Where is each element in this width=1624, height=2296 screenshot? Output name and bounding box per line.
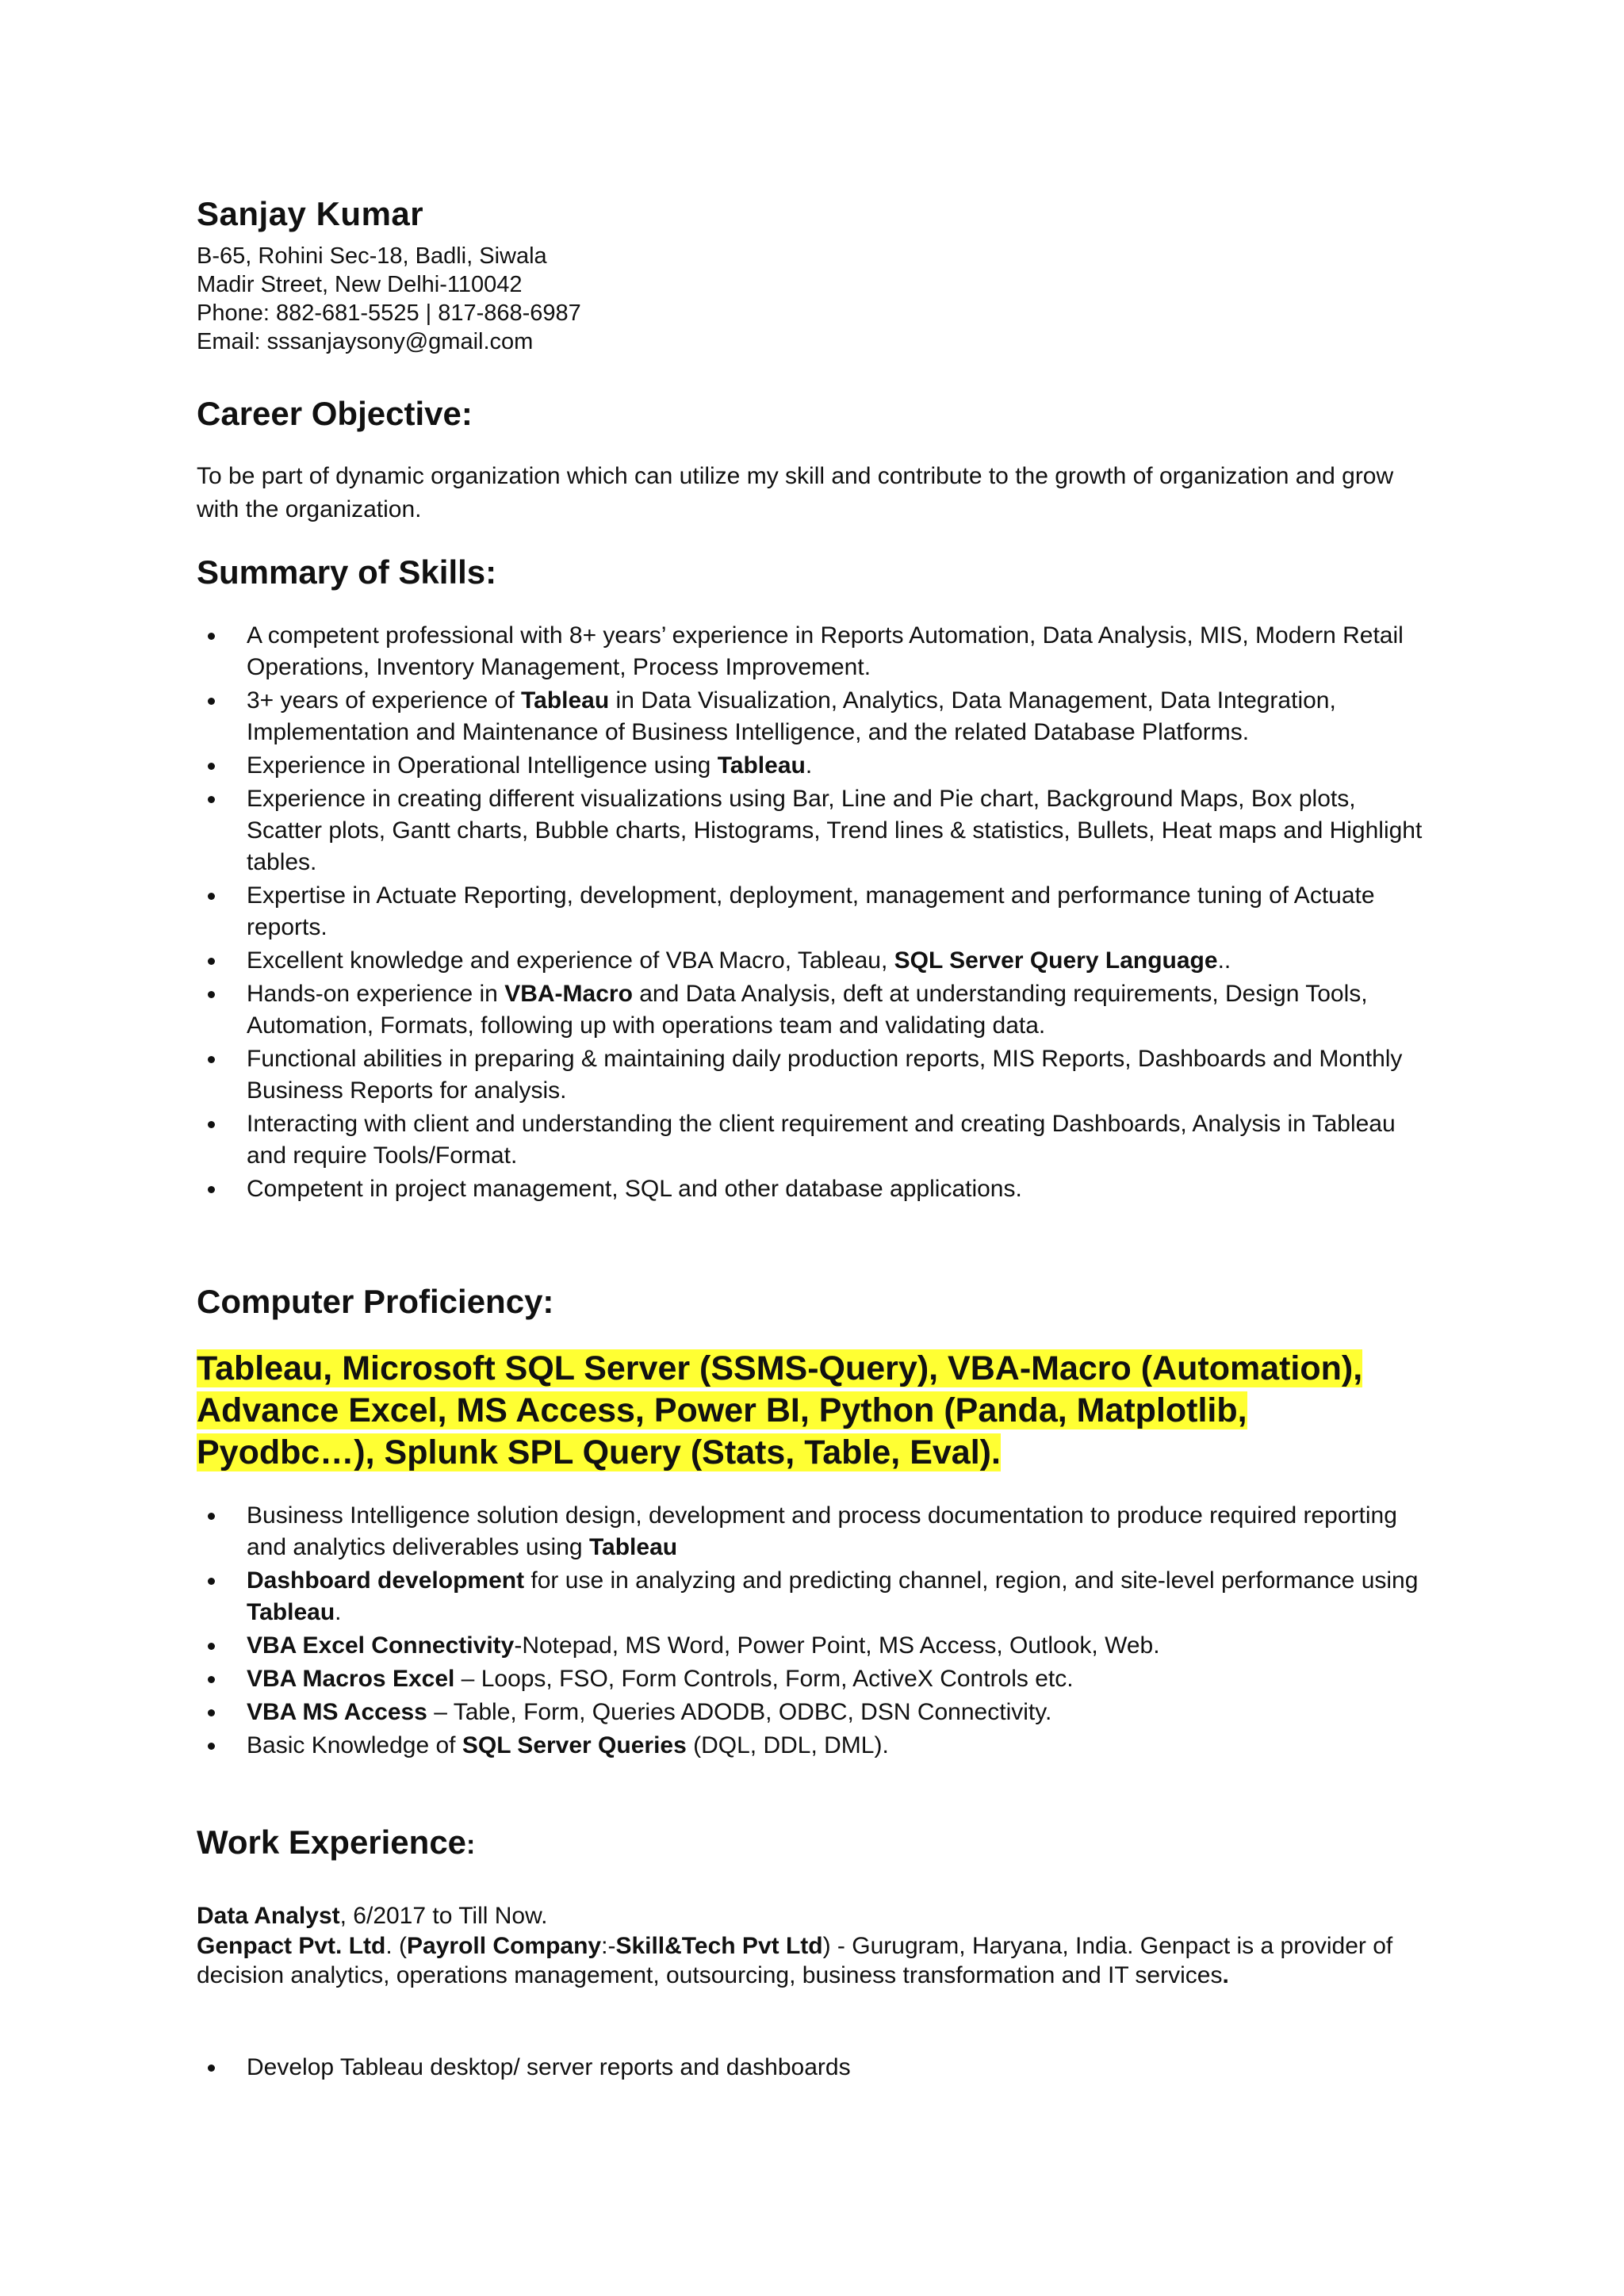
list-item: Experience in Operational Intelligence using Tableau. xyxy=(197,750,1430,782)
payroll-company: Skill&Tech Pvt Ltd xyxy=(615,1933,823,1959)
career-objective-heading: Career Objective: xyxy=(197,395,473,432)
company-description: Genpact Pvt. Ltd. (Payroll Company:-Skill&Tech Pvt Ltd) - Gurugram, Haryana, India. Genpact is a provider of decision analytics, operations management, outsourcing, business transformation and IT services. xyxy=(197,1933,1393,1988)
proficiency-list xyxy=(197,1500,1430,1763)
phone-line: Phone: 882-681-5525 | 817-868-6987 xyxy=(197,300,581,326)
email-line: Email: sssanjaysony@gmail.com xyxy=(197,329,534,354)
work-experience-heading: Work Experience: xyxy=(197,1823,476,1861)
list-item: Experience in creating different visualizations using Bar, Line and Pie chart, Background Maps, Box plots, Scatter plots, Gantt charts, Bubble charts, Histograms, Trend lines & statistics, Bullets, Heat maps and Highlight tables. xyxy=(197,783,1430,878)
contact-block xyxy=(197,242,581,356)
job-entry xyxy=(197,1901,1434,1990)
list-item: Competent in project management, SQL and other database applications. xyxy=(197,1173,1430,1205)
highlighted-tools-text: Tableau, Microsoft SQL Server (SSMS-Query), VBA-Macro (Automation), Advance Excel, MS Access, Power BI, Python (Panda, Matplotlib, Pyodbc…), Splunk SPL Query (Stats, Table, Eval). xyxy=(197,1349,1363,1471)
address-line-1: B-65, Rohini Sec-18, Badli, Siwala xyxy=(197,243,547,269)
list-item: 3+ years of experience of Tableau in Data Visualization, Analytics, Data Management, Data Integration, Implementation and Maintenance of Business Intelligence, and the related Database Platforms. xyxy=(197,685,1430,748)
candidate-name: Sanjay Kumar xyxy=(197,195,424,232)
payroll-label: Payroll Company xyxy=(407,1933,602,1959)
job-title: Data Analyst xyxy=(197,1903,340,1929)
computer-proficiency-heading: Computer Proficiency: xyxy=(197,1283,554,1320)
address-line-2: Madir Street, New Delhi-110042 xyxy=(197,272,523,297)
job-period: , 6/2017 to Till Now. xyxy=(339,1903,548,1929)
list-item: Business Intelligence solution design, development and process documentation to produce required reporting and analytics deliverables using Tableau xyxy=(197,1500,1430,1563)
list-item: Basic Knowledge of SQL Server Queries (DQL, DDL, DML). xyxy=(197,1730,1430,1762)
list-item: Hands-on experience in VBA-Macro and Data Analysis, deft at understanding requirements, Design Tools, Automation, Formats, following up with operations team and validating data. xyxy=(197,978,1430,1042)
list-item: Dashboard development for use in analyzing and predicting channel, region, and site-level performance using Tableau. xyxy=(197,1565,1430,1628)
career-objective-text: To be part of dynamic organization which can utilize my skill and contribute to the growth of organization and grow with the organization. xyxy=(197,463,1394,522)
list-item: Expertise in Actuate Reporting, development, deployment, management and performance tuning of Actuate reports. xyxy=(197,880,1430,943)
skills-heading: Summary of Skills: xyxy=(197,553,497,591)
job-title-line xyxy=(197,1901,1434,1931)
job-duties-list xyxy=(197,2052,1430,2085)
list-item: A competent professional with 8+ years’ experience in Reports Automation, Data Analysis, MIS, Modern Retail Operations, Inventory Management, Process Improvement. xyxy=(197,620,1430,683)
company-name: Genpact Pvt. Ltd xyxy=(197,1933,386,1959)
list-item: Functional abilities in preparing & maintaining daily production reports, MIS Reports, Dashboards and Monthly Business Reports for analysis. xyxy=(197,1043,1430,1107)
skills-list xyxy=(197,620,1430,1207)
list-item: VBA Macros Excel – Loops, FSO, Form Controls, Form, ActiveX Controls etc. xyxy=(197,1663,1430,1695)
list-item: VBA MS Access – Table, Form, Queries ADODB, ODBC, DSN Connectivity. xyxy=(197,1697,1430,1728)
proficiency-highlight xyxy=(197,1348,1434,1474)
list-item: Develop Tableau desktop/ server reports and dashboards xyxy=(197,2052,1430,2084)
list-item: Excellent knowledge and experience of VBA Macro, Tableau, SQL Server Query Language.. xyxy=(197,945,1430,977)
list-item: Interacting with client and understanding the client requirement and creating Dashboards, Analysis in Tableau and require Tools/Format. xyxy=(197,1108,1430,1172)
list-item: VBA Excel Connectivity-Notepad, MS Word, Power Point, MS Access, Outlook, Web. xyxy=(197,1630,1430,1662)
